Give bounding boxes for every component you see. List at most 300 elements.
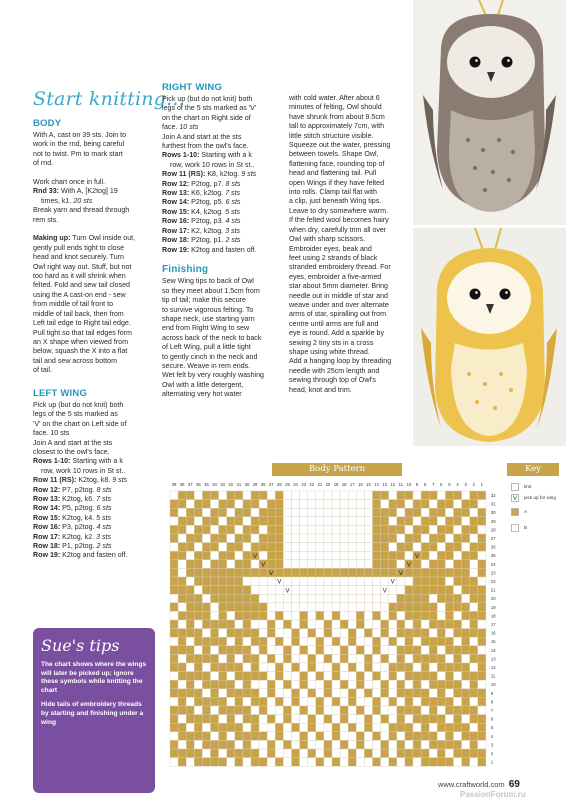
chart-cell xyxy=(259,525,267,534)
chart-cell xyxy=(462,543,470,552)
chart-cell xyxy=(211,525,219,534)
chart-cell xyxy=(445,706,453,715)
chart-cell xyxy=(292,663,300,672)
chart-cell xyxy=(470,758,478,767)
chart-cell xyxy=(308,706,316,715)
text-line: row, work 10 rows in St st.. xyxy=(170,160,255,169)
chart-cell xyxy=(429,715,437,724)
chart-cell xyxy=(308,749,316,758)
chart-cell xyxy=(202,543,210,552)
chart-cell xyxy=(259,697,267,706)
chart-cell xyxy=(227,551,235,560)
chart-cell xyxy=(405,603,413,612)
chart-cell xyxy=(211,568,219,577)
chart-cell xyxy=(219,637,227,646)
chart-cell xyxy=(381,500,389,509)
chart-cell xyxy=(219,586,227,595)
text-line: Join A and start at the sts xyxy=(162,132,242,141)
chart-cell xyxy=(308,491,316,500)
key-swatch xyxy=(511,508,519,516)
chart-cell xyxy=(478,663,486,672)
footer-url[interactable]: www.craftworld.com xyxy=(438,780,505,789)
chart-cell xyxy=(275,551,283,560)
chart-cell xyxy=(397,525,405,534)
chart-cell xyxy=(437,534,445,543)
chart-cell xyxy=(332,620,340,629)
chart-cell xyxy=(235,637,243,646)
chart-cell xyxy=(194,534,202,543)
chart-cell xyxy=(219,740,227,749)
chart-cell xyxy=(227,732,235,741)
chart-cell xyxy=(283,732,291,741)
chart-cell xyxy=(470,646,478,655)
chart-cell xyxy=(389,740,397,749)
chart-cell xyxy=(462,706,470,715)
chart-cell xyxy=(364,603,372,612)
text-line: sewing through top of Owl's xyxy=(289,376,376,385)
chart-cell xyxy=(389,672,397,681)
chart-cell xyxy=(413,586,421,595)
chart-cell xyxy=(243,732,251,741)
chart-cell xyxy=(219,551,227,560)
text-line: Rows 1-10: Starting with a k xyxy=(162,151,252,160)
chart-cell xyxy=(186,491,194,500)
col-label: 7 xyxy=(432,482,435,487)
chart-cell xyxy=(348,689,356,698)
chart-cell xyxy=(356,500,364,509)
chart-cell xyxy=(373,560,381,569)
chart-cell xyxy=(275,508,283,517)
chart-cell xyxy=(397,654,405,663)
chart-cell xyxy=(202,560,210,569)
chart-cell xyxy=(389,732,397,741)
chart-cell xyxy=(470,586,478,595)
text-line: Rnd 33: With A, [K2tog] 19 xyxy=(33,187,118,196)
chart-cell xyxy=(259,654,267,663)
chart-cell xyxy=(170,577,178,586)
chart-cell xyxy=(478,543,486,552)
text-line: gently pull ends tight to close xyxy=(33,243,125,252)
chart-cell xyxy=(316,646,324,655)
chart-cell xyxy=(202,672,210,681)
chart-cell xyxy=(470,594,478,603)
chart-cell xyxy=(243,551,251,560)
chart-cell xyxy=(194,594,202,603)
chart-cell xyxy=(227,758,235,767)
chart-cell xyxy=(373,758,381,767)
chart-cell xyxy=(397,740,405,749)
chart-cell xyxy=(340,534,348,543)
chart-cell xyxy=(421,740,429,749)
chart-cell xyxy=(340,594,348,603)
chart-cell xyxy=(202,508,210,517)
chart-cell xyxy=(194,543,202,552)
text-line: 'V' on the chart on Left side of xyxy=(33,419,127,428)
text-line: Row 19: K2tog and fasten off. xyxy=(162,245,257,254)
col-label: 9 xyxy=(415,482,419,487)
chart-cell xyxy=(373,586,381,595)
chart-cell xyxy=(202,646,210,655)
col-label: 38 xyxy=(179,482,185,487)
chart-cell xyxy=(397,603,405,612)
chart-cell xyxy=(356,577,364,586)
chart-cell xyxy=(421,508,429,517)
chart-cell xyxy=(316,706,324,715)
chart-cell xyxy=(235,672,243,681)
chart-cell xyxy=(275,749,283,758)
chart-cell xyxy=(478,646,486,655)
text-line: Sew Wing tips to back of Owl xyxy=(162,277,254,286)
chart-cell xyxy=(356,568,364,577)
chart-cell xyxy=(251,715,259,724)
left-wing-heading: LEFT WING xyxy=(33,387,88,399)
chart-cell xyxy=(373,629,381,638)
chart-cell xyxy=(178,637,186,646)
chart-cell xyxy=(259,680,267,689)
chart-cell xyxy=(429,491,437,500)
chart-cell xyxy=(397,543,405,552)
chart-cell xyxy=(421,491,429,500)
chart-cell xyxy=(429,697,437,706)
chart-cell xyxy=(178,646,186,655)
key-label: B xyxy=(524,525,528,530)
chart-cell xyxy=(478,508,486,517)
chart-cell xyxy=(364,740,372,749)
chart-cell xyxy=(170,491,178,500)
chart-cell xyxy=(267,672,275,681)
text-line: middle of tail back, then from xyxy=(33,309,124,318)
chart-cell xyxy=(462,594,470,603)
chart-cell xyxy=(340,560,348,569)
chart-cell xyxy=(413,500,421,509)
chart-cell xyxy=(389,543,397,552)
chart-cell xyxy=(381,697,389,706)
chart-cell xyxy=(356,629,364,638)
chart-cell xyxy=(397,629,405,638)
chart-cell xyxy=(462,663,470,672)
chart-cell xyxy=(170,534,178,543)
chart-cell xyxy=(437,663,445,672)
chart-cell xyxy=(364,517,372,526)
text-line: Owl right way out. Stuff, but not xyxy=(33,262,132,271)
chart-cell xyxy=(429,508,437,517)
chart-cell xyxy=(170,517,178,526)
chart-cell xyxy=(243,594,251,603)
col-label: 37 xyxy=(187,482,193,487)
chart-cell xyxy=(397,706,405,715)
chart-cell xyxy=(308,637,316,646)
left-wing-text xyxy=(33,401,155,561)
chart-cell xyxy=(397,749,405,758)
chart-cell xyxy=(454,740,462,749)
chart-cell xyxy=(356,749,364,758)
chart-cell xyxy=(202,620,210,629)
col-label: 12 xyxy=(390,482,396,487)
chart-cell xyxy=(300,603,308,612)
chart-cell xyxy=(292,586,300,595)
chart-cell xyxy=(292,611,300,620)
chart-cell xyxy=(194,697,202,706)
col-label: 10 xyxy=(406,482,412,487)
chart-cell xyxy=(421,732,429,741)
chart-cell xyxy=(429,594,437,603)
chart-cell xyxy=(413,629,421,638)
row-label: 32 xyxy=(490,493,496,499)
chart-cell xyxy=(397,663,405,672)
chart-cell xyxy=(413,603,421,612)
chart-cell xyxy=(454,663,462,672)
chart-cell xyxy=(283,663,291,672)
chart-cell xyxy=(373,654,381,663)
chart-cell xyxy=(283,568,291,577)
chart-cell xyxy=(478,534,486,543)
chart-cell xyxy=(275,646,283,655)
chart-cell xyxy=(373,577,381,586)
chart-cell xyxy=(437,637,445,646)
chart-cell xyxy=(267,508,275,517)
chart-cell xyxy=(405,491,413,500)
chart-cell xyxy=(413,491,421,500)
chart-cell xyxy=(348,680,356,689)
chart-cell xyxy=(470,637,478,646)
chart-cell xyxy=(381,551,389,560)
text-line: furthest from the owl's face. xyxy=(162,142,249,151)
chart-cell xyxy=(211,706,219,715)
chart-cell xyxy=(219,646,227,655)
chart-cell xyxy=(454,689,462,698)
chart-cell xyxy=(405,629,413,638)
chart-cell xyxy=(462,680,470,689)
chart-cell xyxy=(170,654,178,663)
chart-cell xyxy=(389,525,397,534)
col-label: 18 xyxy=(341,482,347,487)
chart-cell xyxy=(211,637,219,646)
chart-cell xyxy=(373,525,381,534)
chart-cell xyxy=(275,715,283,724)
chart-cell xyxy=(186,620,194,629)
chart-cell xyxy=(405,525,413,534)
chart-cell xyxy=(389,560,397,569)
chart-cell xyxy=(275,560,283,569)
chart-cell xyxy=(300,706,308,715)
chart-cell xyxy=(267,637,275,646)
chart-cell xyxy=(292,697,300,706)
chart-cell xyxy=(381,715,389,724)
row-label: 3 xyxy=(490,742,494,748)
chart-cell xyxy=(324,654,332,663)
chart-cell xyxy=(251,594,259,603)
chart-cell xyxy=(194,568,202,577)
chart-cell xyxy=(413,646,421,655)
text-line: open Wings if they have felted xyxy=(289,178,385,187)
text-line: Row 13: K2tog, k6. 7 sts xyxy=(33,494,112,503)
chart-cell xyxy=(227,560,235,569)
chart-cell xyxy=(308,551,316,560)
chart-cell xyxy=(478,586,486,595)
text-line: eye is round. Add a sparkle by xyxy=(289,329,385,338)
chart-cell xyxy=(332,706,340,715)
chart-cell xyxy=(308,740,316,749)
chart-cell xyxy=(413,525,421,534)
chart-cell xyxy=(356,594,364,603)
chart-cell xyxy=(170,697,178,706)
text-line: Work chart once in full. xyxy=(33,178,106,187)
chart-cell xyxy=(219,715,227,724)
chart-cell xyxy=(364,551,372,560)
chart-cell xyxy=(283,672,291,681)
row-label: 6 xyxy=(490,716,494,722)
chart-cell xyxy=(178,715,186,724)
chart-cell xyxy=(470,732,478,741)
chart-cell xyxy=(316,543,324,552)
chart-cell xyxy=(283,577,291,586)
chart-cell xyxy=(186,568,194,577)
chart-cell xyxy=(292,560,300,569)
chart-cell xyxy=(389,586,397,595)
chart-cell xyxy=(445,672,453,681)
chart-cell xyxy=(186,715,194,724)
chart-cell xyxy=(283,758,291,767)
text-line: alternating very hot water xyxy=(162,390,242,399)
text-line: needle with 25cm length and xyxy=(289,366,380,375)
chart-cell xyxy=(348,672,356,681)
chart-cell xyxy=(235,663,243,672)
chart-cell xyxy=(300,611,308,620)
chart-cell xyxy=(316,534,324,543)
chart-cell xyxy=(421,646,429,655)
chart-cell xyxy=(202,491,210,500)
chart-cell xyxy=(332,732,340,741)
chart-cell xyxy=(259,568,267,577)
chart-cell xyxy=(211,543,219,552)
chart-cell xyxy=(300,689,308,698)
chart-cell xyxy=(259,594,267,603)
chart-cell xyxy=(437,568,445,577)
col-label: 20 xyxy=(325,482,331,487)
pick-up-v-mark: V xyxy=(285,587,290,595)
chart-cell xyxy=(462,517,470,526)
finishing-continued-text xyxy=(289,94,411,395)
chart-cell xyxy=(462,715,470,724)
chart-cell xyxy=(356,646,364,655)
text-line: across back of the neck to back xyxy=(162,333,262,342)
chart-cell xyxy=(332,508,340,517)
chart-cell xyxy=(470,543,478,552)
chart-cell xyxy=(348,732,356,741)
chart-cell xyxy=(340,500,348,509)
chart-cell xyxy=(194,715,202,724)
chart-cell xyxy=(194,672,202,681)
chart-cell xyxy=(454,500,462,509)
text-line: an X shape when viewed from xyxy=(33,337,129,346)
chart-cell xyxy=(186,697,194,706)
chart-cell xyxy=(364,732,372,741)
chart-cell xyxy=(170,672,178,681)
chart-cell xyxy=(324,723,332,732)
chart-cell xyxy=(170,758,178,767)
chart-cell xyxy=(454,723,462,732)
chart-cell xyxy=(405,654,413,663)
chart-cell xyxy=(348,534,356,543)
chart-cell xyxy=(421,749,429,758)
chart-cell xyxy=(267,697,275,706)
col-label: 13 xyxy=(382,482,387,487)
chart-cell xyxy=(389,637,397,646)
chart-cell xyxy=(356,603,364,612)
chart-cell xyxy=(405,672,413,681)
chart-cell xyxy=(413,758,421,767)
chart-cell xyxy=(259,517,267,526)
chart-cell xyxy=(348,706,356,715)
chart-cell xyxy=(324,732,332,741)
chart-cell xyxy=(243,491,251,500)
chart-cell xyxy=(235,586,243,595)
chart-cell xyxy=(413,749,421,758)
chart-cell xyxy=(364,689,372,698)
chart-cell xyxy=(202,689,210,698)
chart-cell xyxy=(454,620,462,629)
chart-cell xyxy=(470,620,478,629)
chart-cell xyxy=(300,491,308,500)
chart-cell xyxy=(275,594,283,603)
chart-cell xyxy=(202,732,210,741)
chart-cell xyxy=(437,715,445,724)
chart-cell xyxy=(445,654,453,663)
chart-cell xyxy=(235,534,243,543)
chart-cell xyxy=(178,577,186,586)
col-label: 8 xyxy=(423,482,427,487)
chart-cell xyxy=(227,500,235,509)
chart-cell xyxy=(275,637,283,646)
text-line: below, squash the X into a flat xyxy=(33,347,128,356)
chart-cell xyxy=(429,620,437,629)
pick-up-v-mark: V xyxy=(277,578,282,586)
text-line: Leave to dry somewhere warm. xyxy=(289,206,388,215)
chart-cell xyxy=(413,637,421,646)
chart-cell xyxy=(389,568,397,577)
chart-cell xyxy=(454,646,462,655)
chart-cell xyxy=(478,611,486,620)
chart-cell xyxy=(462,508,470,517)
chart-cell xyxy=(186,543,194,552)
text-line: not to twist. Pm to mark start xyxy=(33,149,123,158)
chart-cell xyxy=(478,491,486,500)
chart-cell xyxy=(421,723,429,732)
chart-cell xyxy=(186,500,194,509)
chart-cell xyxy=(283,500,291,509)
chart-cell xyxy=(292,732,300,741)
chart-cell xyxy=(300,637,308,646)
chart-cell xyxy=(373,740,381,749)
chart-cell xyxy=(227,689,235,698)
chart-cell xyxy=(202,629,210,638)
owl-yellow-illustration xyxy=(413,228,566,446)
chart-cell xyxy=(445,603,453,612)
chart-cell xyxy=(405,577,413,586)
chart-cell xyxy=(470,715,478,724)
chart-cell xyxy=(235,560,243,569)
col-label: 27 xyxy=(268,482,274,487)
chart-cell xyxy=(178,749,186,758)
chart-cell xyxy=(356,560,364,569)
chart-cell xyxy=(202,740,210,749)
chart-cell xyxy=(429,758,437,767)
chart-cell xyxy=(478,629,486,638)
chart-cell xyxy=(348,646,356,655)
chart-cell xyxy=(316,654,324,663)
chart-cell xyxy=(364,706,372,715)
chart-cell xyxy=(397,517,405,526)
